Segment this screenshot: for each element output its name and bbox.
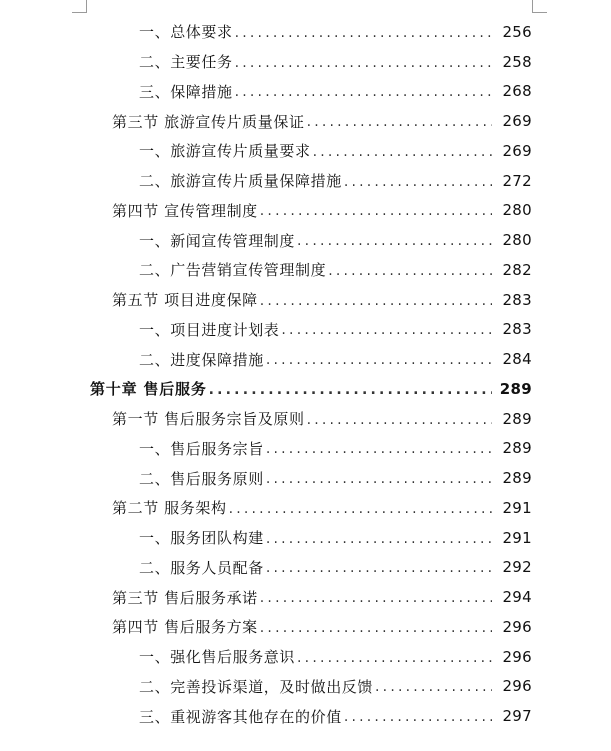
toc-dot-leader bbox=[260, 619, 492, 637]
toc-dot-leader bbox=[307, 411, 492, 429]
toc-entry-title[interactable]: 二、服务人员配备 bbox=[139, 558, 264, 577]
toc-entry-page-number[interactable]: 297 bbox=[502, 707, 532, 726]
toc-entry-title[interactable]: 一、售后服务宗旨 bbox=[139, 439, 264, 458]
toc-entry-title[interactable]: 第四节 售后服务方案 bbox=[112, 618, 258, 637]
toc-entry-title[interactable]: 二、完善投诉渠道，及时做出反馈 bbox=[139, 677, 374, 696]
toc-entry-title[interactable]: 第五节 项目进度保障 bbox=[112, 291, 258, 310]
toc-entry-line bbox=[139, 47, 532, 77]
toc-entry-line bbox=[112, 612, 532, 642]
toc-entry-page-number[interactable]: 258 bbox=[502, 52, 532, 71]
toc-entry-page-number[interactable]: 291 bbox=[502, 498, 532, 517]
toc-entry-page-number[interactable]: 296 bbox=[502, 617, 532, 636]
toc-entry-page-number[interactable]: 268 bbox=[502, 82, 532, 101]
toc-entry-item[interactable] bbox=[0, 77, 611, 107]
toc-entry-line bbox=[139, 77, 532, 107]
toc-entry-page-number[interactable]: 296 bbox=[502, 677, 532, 696]
toc-entry-title[interactable]: 第四节 宣传管理制度 bbox=[112, 201, 258, 220]
toc-dot-leader bbox=[281, 321, 492, 339]
table-of-contents bbox=[0, 17, 611, 731]
toc-entry-title[interactable]: 三、重视游客其他存在的价值 bbox=[139, 707, 342, 726]
toc-entry-title[interactable]: 第十章 售后服务 bbox=[90, 380, 207, 399]
toc-entry-title[interactable]: 第二节 服务架构 bbox=[112, 499, 227, 518]
toc-entry-line bbox=[139, 344, 532, 374]
toc-entry-page-number[interactable]: 272 bbox=[502, 171, 532, 190]
toc-dot-leader bbox=[266, 470, 492, 488]
toc-entry-line bbox=[90, 374, 532, 404]
toc-dot-leader bbox=[229, 500, 492, 518]
toc-entry-line bbox=[112, 285, 532, 315]
page-corner-mark-left bbox=[72, 0, 87, 13]
toc-entry-title[interactable]: 一、旅游宣传片质量要求 bbox=[139, 142, 311, 161]
toc-dot-leader bbox=[260, 292, 492, 310]
toc-entry-page-number[interactable]: 289 bbox=[502, 469, 532, 488]
toc-dot-leader bbox=[307, 113, 492, 131]
toc-entry-page-number[interactable]: 289 bbox=[502, 409, 532, 428]
toc-entry-page-number[interactable]: 294 bbox=[502, 588, 532, 607]
toc-entry-chapter[interactable] bbox=[0, 374, 611, 404]
toc-entry-section[interactable] bbox=[0, 612, 611, 642]
toc-entry-line bbox=[139, 553, 532, 583]
toc-entry-page-number[interactable]: 269 bbox=[502, 141, 532, 160]
toc-entry-title[interactable]: 第一节 售后服务宗旨及原则 bbox=[112, 410, 305, 429]
toc-dot-leader bbox=[209, 381, 492, 399]
toc-entry-item[interactable] bbox=[0, 17, 611, 47]
toc-entry-item[interactable] bbox=[0, 255, 611, 285]
toc-entry-page-number[interactable]: 269 bbox=[502, 112, 532, 131]
toc-dot-leader bbox=[375, 678, 492, 696]
toc-dot-leader bbox=[297, 649, 492, 667]
toc-dot-leader bbox=[260, 202, 492, 220]
toc-entry-page-number[interactable]: 296 bbox=[502, 647, 532, 666]
toc-entry-line bbox=[139, 642, 532, 672]
toc-entry-title[interactable]: 三、保障措施 bbox=[139, 82, 233, 101]
toc-entry-line bbox=[112, 106, 532, 136]
toc-entry-page-number[interactable]: 291 bbox=[502, 528, 532, 547]
toc-entry-item[interactable] bbox=[0, 463, 611, 493]
toc-entry-title[interactable]: 一、服务团队构建 bbox=[139, 529, 264, 548]
toc-dot-leader bbox=[297, 232, 492, 250]
toc-entry-item[interactable] bbox=[0, 642, 611, 672]
toc-dot-leader bbox=[313, 143, 492, 161]
toc-entry-line bbox=[139, 315, 532, 345]
toc-entry-item[interactable] bbox=[0, 47, 611, 77]
toc-entry-page-number[interactable]: 280 bbox=[502, 201, 532, 220]
toc-entry-page-number[interactable]: 289 bbox=[499, 379, 532, 398]
toc-entry-line bbox=[139, 225, 532, 255]
toc-entry-item[interactable] bbox=[0, 225, 611, 255]
toc-entry-section[interactable] bbox=[0, 404, 611, 434]
toc-entry-line bbox=[139, 463, 532, 493]
toc-entry-line bbox=[139, 523, 532, 553]
toc-entry-title[interactable]: 二、旅游宣传片质量保障措施 bbox=[139, 172, 342, 191]
toc-entry-line bbox=[112, 493, 532, 523]
toc-entry-item[interactable] bbox=[0, 553, 611, 583]
toc-entry-title[interactable]: 一、新闻宣传管理制度 bbox=[139, 231, 296, 250]
toc-entry-title[interactable]: 第三节 旅游宣传片质量保证 bbox=[112, 112, 305, 131]
toc-dot-leader bbox=[235, 83, 492, 101]
toc-entry-page-number[interactable]: 292 bbox=[502, 558, 532, 577]
toc-dot-leader bbox=[266, 440, 492, 458]
toc-entry-title[interactable]: 二、主要任务 bbox=[139, 53, 233, 72]
toc-entry-section[interactable] bbox=[0, 493, 611, 523]
toc-entry-item[interactable] bbox=[0, 672, 611, 702]
toc-entry-title[interactable]: 二、广告营销宣传管理制度 bbox=[139, 261, 327, 280]
toc-entry-page-number[interactable]: 280 bbox=[502, 231, 532, 250]
toc-entry-title[interactable]: 二、售后服务原则 bbox=[139, 469, 264, 488]
toc-dot-leader bbox=[266, 559, 492, 577]
toc-entry-line bbox=[139, 17, 532, 47]
toc-entry-section[interactable] bbox=[0, 285, 611, 315]
toc-entry-page-number[interactable]: 256 bbox=[502, 22, 532, 41]
toc-entry-line bbox=[112, 582, 532, 612]
toc-entry-line bbox=[139, 434, 532, 464]
page-corner-mark-right bbox=[532, 0, 547, 13]
toc-entry-page-number[interactable]: 289 bbox=[502, 439, 532, 458]
toc-entry-item[interactable] bbox=[0, 434, 611, 464]
toc-entry-title[interactable]: 一、总体要求 bbox=[139, 23, 233, 42]
toc-dot-leader bbox=[235, 54, 492, 72]
toc-entry-title[interactable]: 二、进度保障措施 bbox=[139, 350, 264, 369]
toc-dot-leader bbox=[328, 262, 492, 280]
toc-dot-leader bbox=[266, 351, 492, 369]
toc-entry-line bbox=[139, 255, 532, 285]
toc-entry-item[interactable] bbox=[0, 136, 611, 166]
toc-entry-item[interactable] bbox=[0, 701, 611, 731]
toc-entry-line bbox=[112, 404, 532, 434]
toc-dot-leader bbox=[235, 24, 492, 42]
toc-entry-title[interactable]: 一、强化售后服务意识 bbox=[139, 648, 296, 667]
toc-entry-section[interactable] bbox=[0, 582, 611, 612]
toc-dot-leader bbox=[344, 173, 492, 191]
toc-dot-leader bbox=[260, 589, 492, 607]
toc-entry-item[interactable] bbox=[0, 166, 611, 196]
toc-entry-title[interactable]: 第三节 售后服务承诺 bbox=[112, 588, 258, 607]
toc-entry-page-number[interactable]: 283 bbox=[502, 290, 532, 309]
toc-entry-page-number[interactable]: 283 bbox=[502, 320, 532, 339]
toc-entry-item[interactable] bbox=[0, 523, 611, 553]
toc-entry-line bbox=[139, 136, 532, 166]
toc-entry-line bbox=[139, 701, 532, 731]
toc-entry-section[interactable] bbox=[0, 196, 611, 226]
toc-entry-page-number[interactable]: 282 bbox=[502, 260, 532, 279]
toc-entry-line bbox=[139, 166, 532, 196]
toc-entry-section[interactable] bbox=[0, 106, 611, 136]
toc-entry-item[interactable] bbox=[0, 315, 611, 345]
toc-entry-item[interactable] bbox=[0, 344, 611, 374]
toc-dot-leader bbox=[344, 708, 492, 726]
toc-dot-leader bbox=[266, 530, 492, 548]
toc-entry-line bbox=[112, 196, 532, 226]
toc-entry-page-number[interactable]: 284 bbox=[502, 350, 532, 369]
toc-entry-title[interactable]: 一、项目进度计划表 bbox=[139, 320, 280, 339]
toc-entry-line bbox=[139, 672, 532, 702]
